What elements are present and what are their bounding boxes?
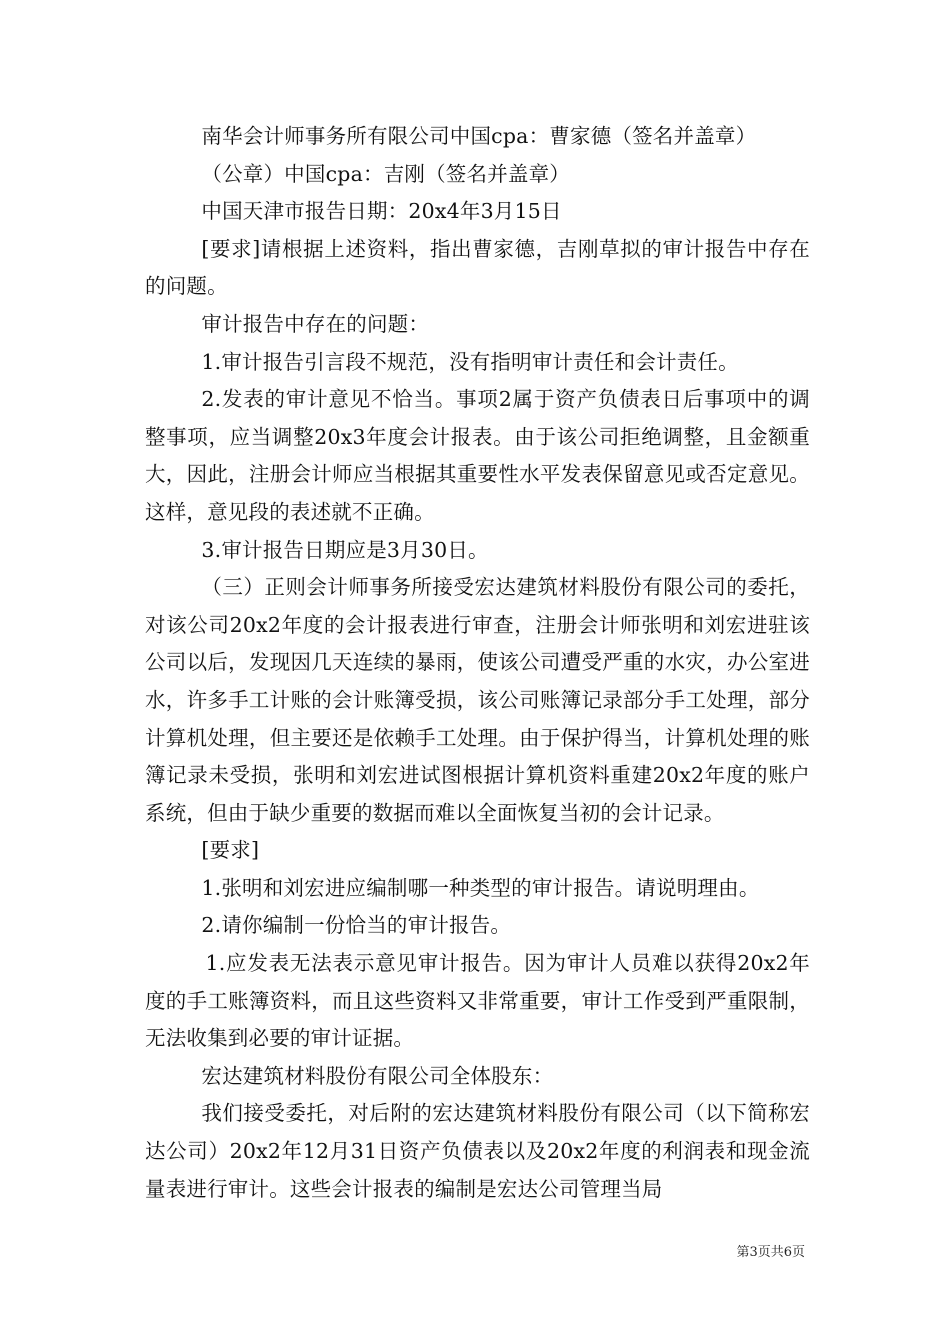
paragraph-answer-1: 1.应发表无法表示意见审计报告。因为审计人员难以获得20x2年度的手工账簿资料，而且这些资料又非常重要，审计工作受到严重限制，无法收集到必要的审计证据。 [145,951,810,1051]
paragraph-signature-ji: （公章）中国cpa：吉刚（签名并盖章） [201,161,570,186]
paragraph-report-intro: 我们接受委托，对后附的宏达建筑材料股份有限公司（以下简称宏达公司）20x2年12月31日资产负债表以及20x2年度的利润表和现金流量表进行审计。这些会计报表的编制是宏达公司管理当局 [145,1101,810,1201]
document-body [145,118,810,1208]
paragraph-issue-1: 1.审计报告引言段不规范，没有指明审计责任和会计责任。 [201,349,739,374]
paragraph-report-date: 中国天津市报告日期：20x4年3月15日 [201,199,562,224]
paragraph-issue-2: 2.发表的审计意见不恰当。事项2属于资产负债表日后事项中的调整事项，应当调整20x3年度会计报表。由于该公司拒绝调整，且金额重大，因此，注册会计师应当根据其重要性水平发表保留意见或否定意见。这样，意见段的表述就不正确。 [145,387,810,524]
paragraph-question-1: 1.张明和刘宏进应编制哪一种类型的审计报告。请说明理由。 [201,875,760,900]
paragraph-question-2: 2.请你编制一份恰当的审计报告。 [201,913,512,938]
paragraph-requirement-2: [要求] [201,838,260,863]
paragraph-case-three: （三）正则会计师事务所接受宏达建筑材料股份有限公司的委托，对该公司20x2年度的会计报表进行审查，注册会计师张明和刘宏进驻该公司以后，发现因几天连续的暴雨，使该公司遭受严重的水灾，办公室进水，许多手工计账的会计账簿受损，该公司账簿记录部分手工处理，部分计算机处理，但主要还是依赖手工处理。由于保护得当，计算机处理的账簿记录未受损，张明和刘宏进试图根据计算机资料重建20x2年度的账户系统，但由于缺少重要的数据而难以全面恢复当初的会计记录。 [145,575,810,825]
paragraph-issue-3: 3.审计报告日期应是3月30日。 [201,537,489,562]
paragraph-issues-heading: 审计报告中存在的问题： [201,311,430,336]
paragraph-requirement-1: [要求]请根据上述资料，指出曹家德，吉刚草拟的审计报告中存在的问题。 [145,236,810,299]
paragraph-addressee: 宏达建筑材料股份有限公司全体股东： [201,1063,554,1088]
page-number: 第3页共6页 [736,1245,805,1260]
paragraph-signature-cao: 南华会计师事务所有限公司中国cpa：曹家德（签名并盖章） [201,124,757,148]
